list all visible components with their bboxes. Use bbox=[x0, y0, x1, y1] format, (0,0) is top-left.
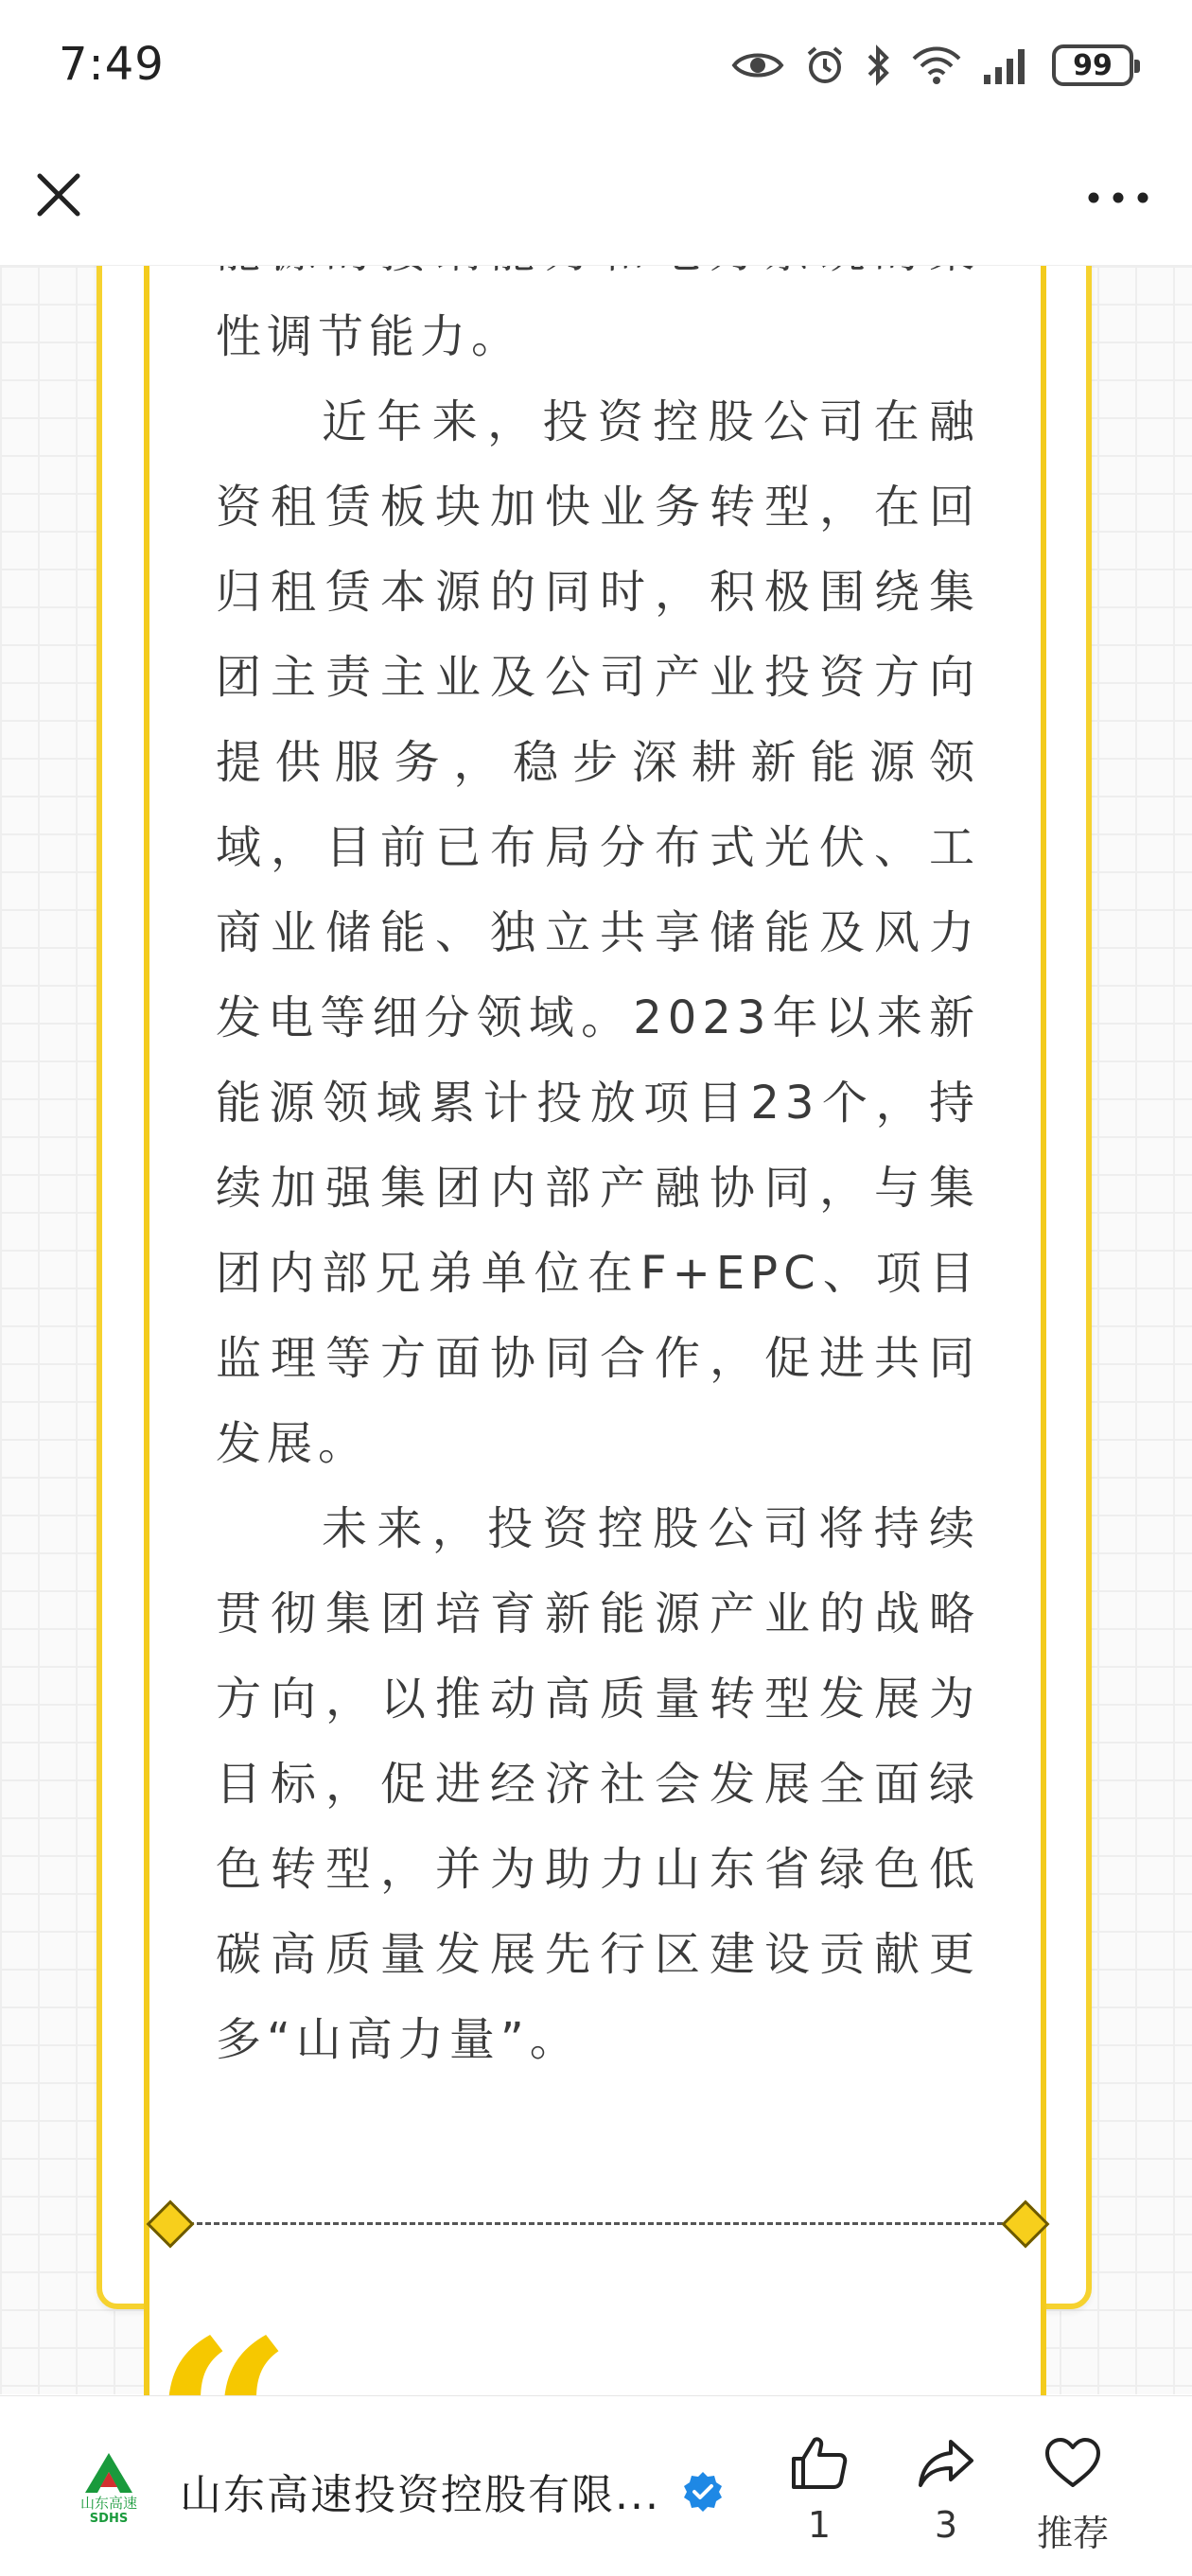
verified-icon bbox=[681, 2470, 725, 2514]
nav-bar bbox=[0, 132, 1192, 266]
bottom-bar bbox=[0, 2395, 1192, 2574]
share-count: 3 bbox=[934, 2504, 958, 2546]
heart-icon bbox=[1042, 2432, 1104, 2495]
logo-sub-text: SDHS bbox=[89, 2512, 129, 2526]
signal-icon bbox=[982, 46, 1031, 84]
logo-text: 山东高速 bbox=[79, 2495, 138, 2512]
battery-level: 99 bbox=[1073, 48, 1113, 82]
paragraph-2: 近年来，投资控股公司在融资租赁板块加快业务转型，在回归租赁本源的同时，积极围绕集团主责主业及公司产业投资方向提供服务，稳步深耕新能源领域，目前已布局分布式光伏、工商业储能、独立共享储能及风力发电等细分领域。2023年以来新能源领域累计投放项目23个，持续加强集团内部产融协同，与集团内部兄弟单位在F+EPC、项目监理等方面协同合作，促进共同发展。 bbox=[216, 395, 980, 1470]
recommend-label: 推荐 bbox=[1036, 2513, 1109, 2554]
close-button[interactable] bbox=[25, 161, 93, 229]
account-logo[interactable] bbox=[66, 2449, 151, 2525]
wifi-icon bbox=[912, 45, 961, 85]
article-content[interactable] bbox=[0, 266, 1192, 2394]
more-button[interactable] bbox=[1080, 174, 1156, 221]
status-time: 7:49 bbox=[59, 38, 165, 91]
thumbs-up-icon bbox=[788, 2432, 850, 2495]
battery-icon bbox=[1052, 44, 1133, 86]
dashed-divider bbox=[180, 2222, 1020, 2225]
alarm-icon bbox=[804, 44, 846, 86]
article-body bbox=[216, 124, 980, 2082]
status-icons bbox=[732, 42, 1133, 89]
paragraph-3: 未来，投资控股公司将持续贯彻集团培育新能源产业的战略方向，以推动高质量转型发展为目标，促进经济社会发展全面绿色转型，并为助力山东省绿色低碳高质量发展先行区建设贡献更多“山高力量”。 bbox=[216, 1502, 980, 2066]
like-button[interactable] bbox=[763, 2432, 876, 2546]
account-name[interactable]: 山东高速投资控股有限... bbox=[180, 2471, 660, 2519]
eye-icon bbox=[732, 48, 783, 82]
like-count: 1 bbox=[807, 2504, 832, 2546]
more-dots-icon bbox=[1080, 174, 1156, 221]
share-button[interactable] bbox=[889, 2432, 1003, 2546]
status-bar bbox=[0, 0, 1192, 132]
share-arrow-icon bbox=[915, 2432, 977, 2495]
bluetooth-icon bbox=[867, 44, 891, 86]
close-icon bbox=[25, 161, 93, 229]
recommend-button[interactable] bbox=[1016, 2432, 1130, 2556]
paragraph-1: 性调节能力。 bbox=[216, 310, 523, 363]
